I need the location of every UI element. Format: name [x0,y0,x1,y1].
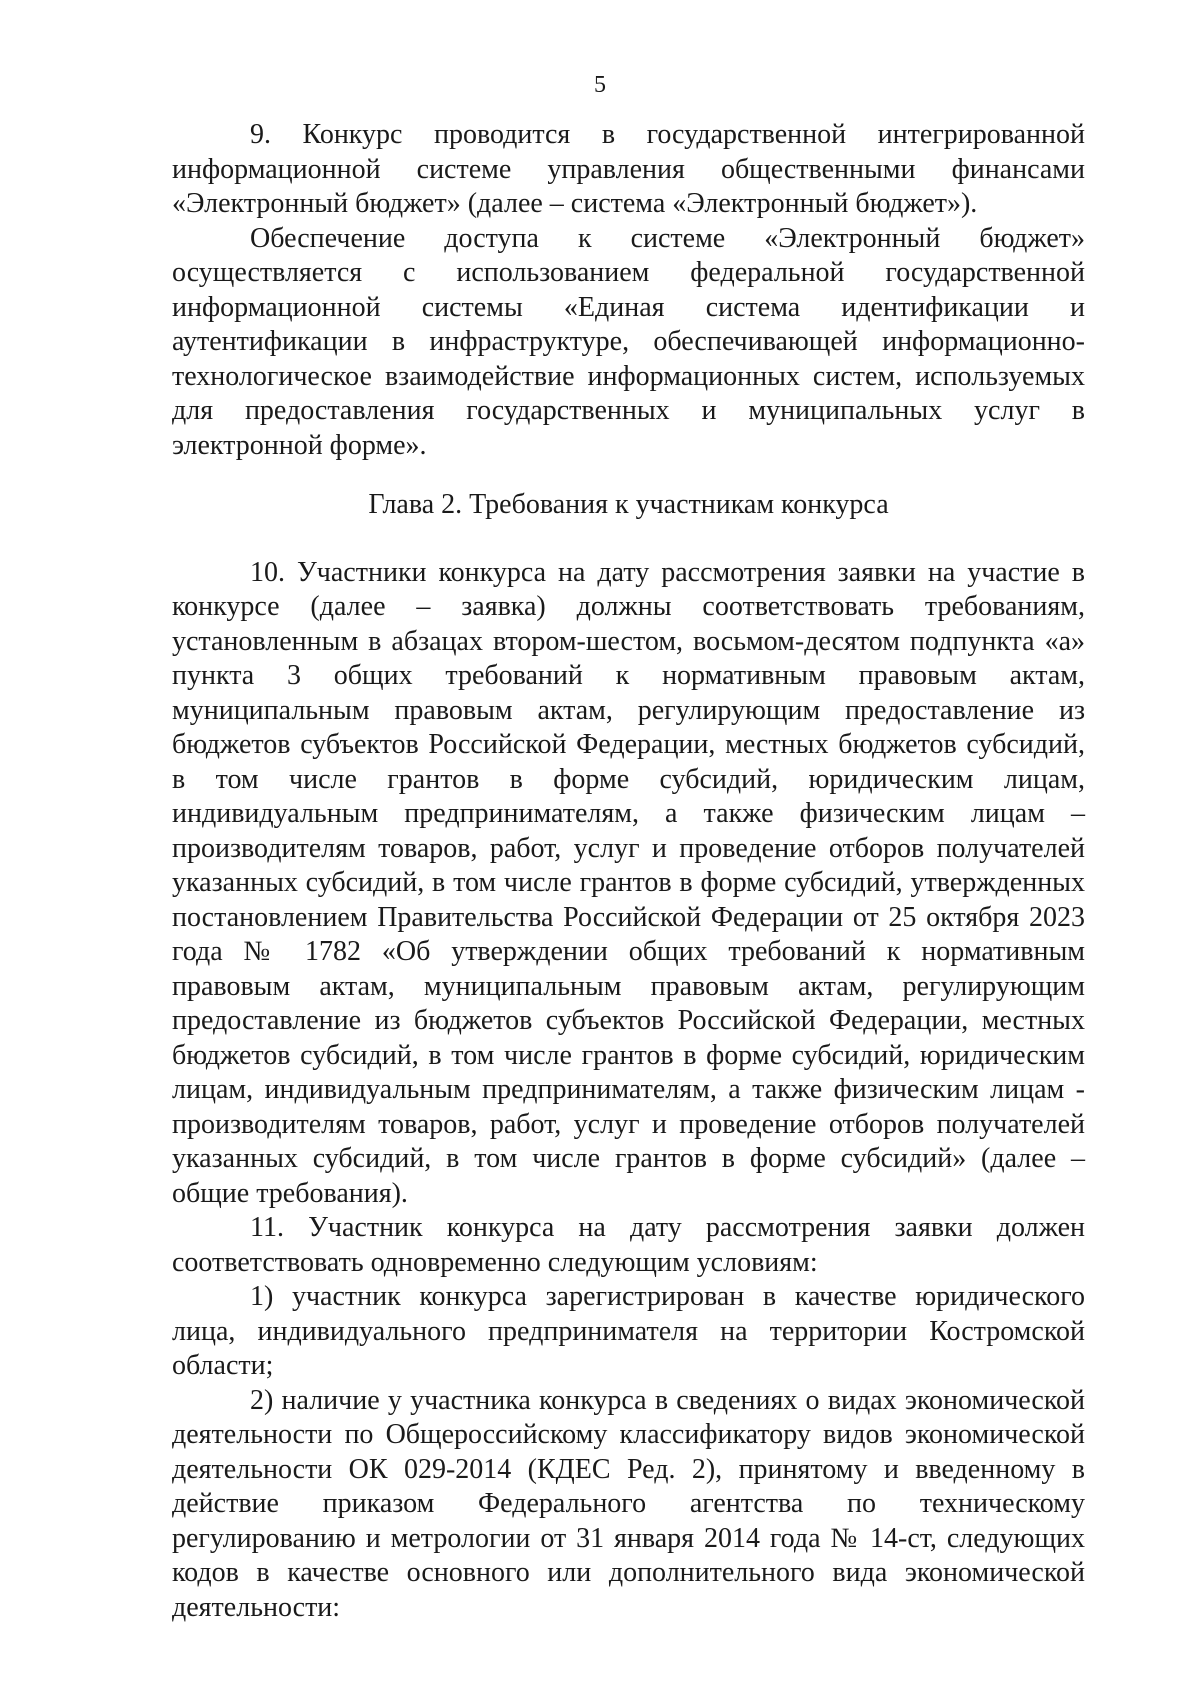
paragraph-11: 11. Участник конкурса на дату рассмотрения заявки должен соответствовать одновременно следующим условиям: [172,1212,1085,1278]
paragraph-10: 10. Участники конкурса на дату рассмотрения заявки на участие в конкурсе (далее – заявка) должны соответствовать требованиям, установленным в абзацах втором-шестом, восьмом-десятом подпункта «а» пункта 3 общих требований к нормативным правовым актам, муниципальным правовым актам, регулирующим предоставление из бюджетов субъектов Российской Федерации, местных бюджетов субсидий, в том числе грантов в форме субсидий, юридическим лицам, индивидуальным предпринимателям, а также физическим лицам – производителям товаров, работ, услуг и проведение отборов получателей указанных субсидий, в том числе грантов в форме субсидий, утвержденных постановлением Правительства Российской Федерации от 25 октября 2023 года № 1782 «Об утверждении общих требований к нормативным правовым актам, муниципальным правовым актам, регулирующим предоставление из бюджетов субъектов Российской Федерации, местных бюджетов субсидий, в том числе грантов в форме субсидий, юридическим лицам, индивидуальным предпринимателям, а также физическим лицам - производителям товаров, работ, услуг и проведение отборов получателей указанных субсидий, в том числе грантов в форме субсидий» (далее – общие требования). [172,556,1085,1209]
paragraph-9: 9. Конкурс проводится в государственной интегрированной информационной системе управления общественными финансами «Электронный бюджет» (далее – система «Электронный бюджет»). [172,119,1085,219]
document-body [172,118,1085,1625]
page-number: 5 [594,72,606,98]
paragraph-esia-access: Обеспечение доступа к системе «Электронный бюджет» осуществляется с использованием федеральной государственной информационной системы «Единая система идентификации и аутентификации в инфраструктуре, обеспечивающей информационно-технологическое взаимодействие информационных систем, используемых для предоставления государственных и муниципальных услуг в электронной форме». [172,222,1085,461]
chapter-heading: Глава 2. Требования к участникам конкурса [368,489,889,520]
paragraph-11-item-1: 1) участник конкурса зарегистрирован в качестве юридического лица, индивидуального предпринимателя на территории Костромской области; [172,1281,1085,1381]
paragraph-11-item-2: 2) наличие у участника конкурса в сведениях о видах экономической деятельности по Общероссийскому классификатору видов экономической деятельности ОК 029-2014 (КДЕС Ред. 2), принятому и введенному в действие приказом Федерального агентства по техническому регулированию и метрологии от 31 января 2014 года № 14-ст, следующих кодов в качестве основного или дополнительного вида экономической деятельности: [172,1384,1085,1623]
